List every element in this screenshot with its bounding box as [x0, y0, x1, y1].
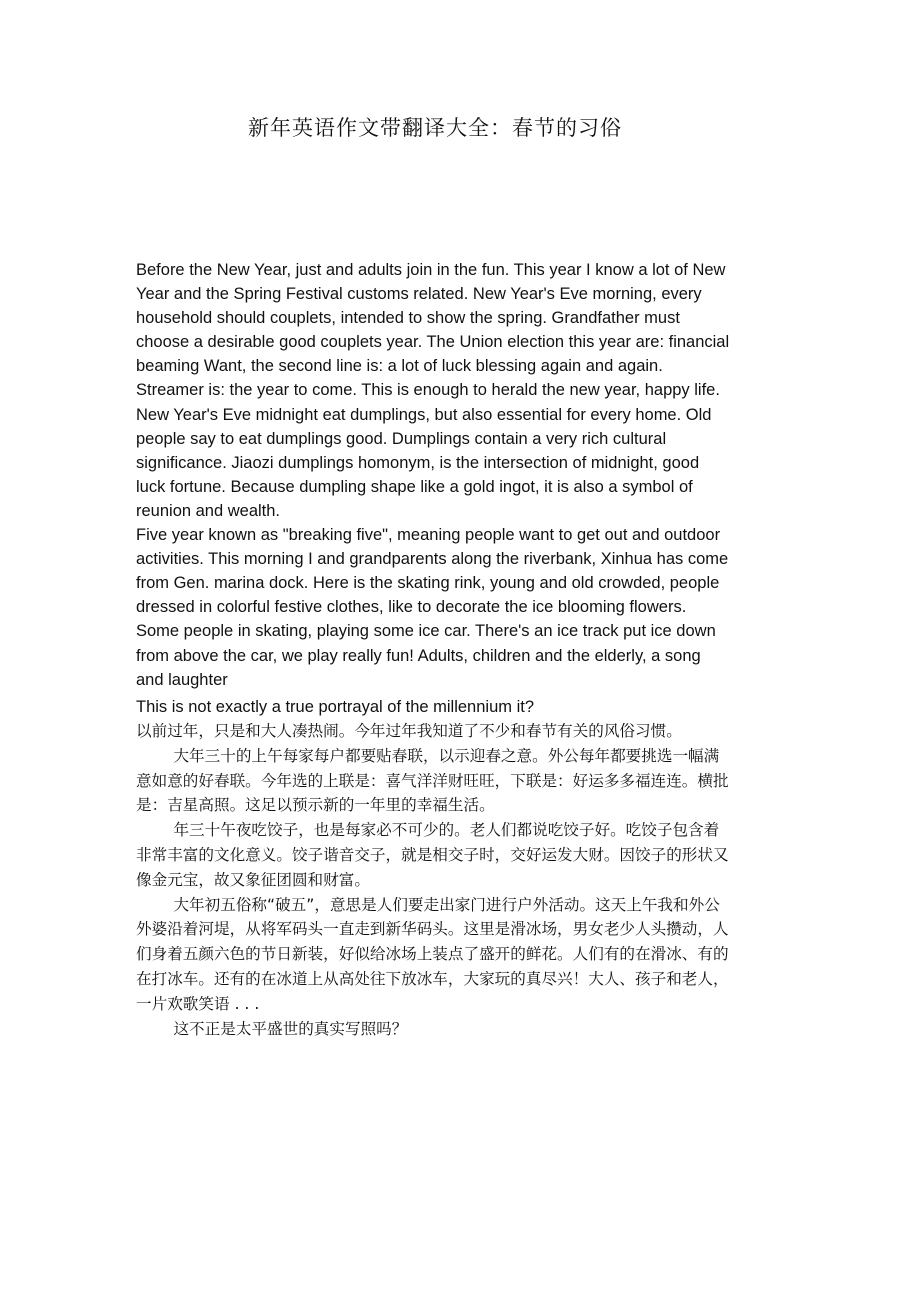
chinese-paragraph-3: 年三十午夜吃饺子，也是每家必不可少的。老人们都说吃饺子好。吃饺子包含着非常丰富的文化意义。饺子谐音交子，就是相交子时，交好运发大财。因饺子的形状又像金元宝，故又象征团圆和财富。: [136, 821, 729, 889]
chinese-translation: [136, 719, 732, 1041]
english-paragraph-1: Before the New Year, just and adults join in the fun. This year I know a lot of New Year and the Spring Festival customs related. New Year's Eve morning, every household should couplets, intended to show the spring. Grandfather must choose a desirable good couplets year. The Union election this year are: financial beaming Want, the second line is: a lot of luck blessing again and again. Streamer is: the year to come. This is enough to herald the new year, happy life. New Year's Eve midnight eat dumplings, but also essential for every home. Old people say to eat dumplings good. Dumplings contain a very rich cultural significance. Jiaozi dumplings homonym, is the intersection of midnight, good luck fortune. Because dumpling shape like a gold ingot, it is also a symbol of reunion and wealth.: [136, 261, 730, 520]
english-essay: [136, 258, 732, 719]
english-paragraph-2: Five year known as "breaking five", meaning people want to get out and outdoor activities. This morning I and grandparents along the riverbank, Xinhua has come from Gen. marina dock. Here is the skating rink, young and old crowded, people dressed in colorful festive clothes, like to decorate the ice blooming flowers. Some people in skating, playing some ice car. There's an ice track put ice down from above the car, we play really fun! Adults, children and the elderly, a song and laughter: [136, 526, 729, 689]
chinese-paragraph-1: 以前过年，只是和大人凑热闹。今年过年我知道了不少和春节有关的风俗习惯。: [136, 722, 682, 740]
chinese-paragraph-2: 大年三十的上午每家每户都要贴春联，以示迎春之意。外公每年都要挑选一幅满意如意的好春联。今年选的上联是：喜气洋洋财旺旺，下联是：好运多多福连连。横批是：吉星高照。这足以预示新的一年里的幸福生活。: [136, 746, 729, 815]
page-title: 新年英语作文带翻译大全：春节的习俗: [248, 116, 622, 140]
chinese-closing-line: 这不正是太平盛世的真实写照吗？: [173, 1019, 408, 1038]
english-closing-line: This is not exactly a true portrayal of the millennium it?: [136, 697, 535, 716]
chinese-paragraph-4: 大年初五俗称“破五”，意思是人们要走出家门进行户外活动。这天上午我和外公外婆沿着河堤，从将军码头一直走到新华码头。这里是滑冰场，男女老少人头攒动，人们身着五颜六色的节日新装，好似给冰场上装点了盛开的鲜花。人们有的在滑冰、有的在打冰车。还有的在冰道上从高处往下放冰车，大家玩的真尽兴！大人、孩子和老人，一片欢歌笑语 . . .: [136, 895, 729, 1013]
